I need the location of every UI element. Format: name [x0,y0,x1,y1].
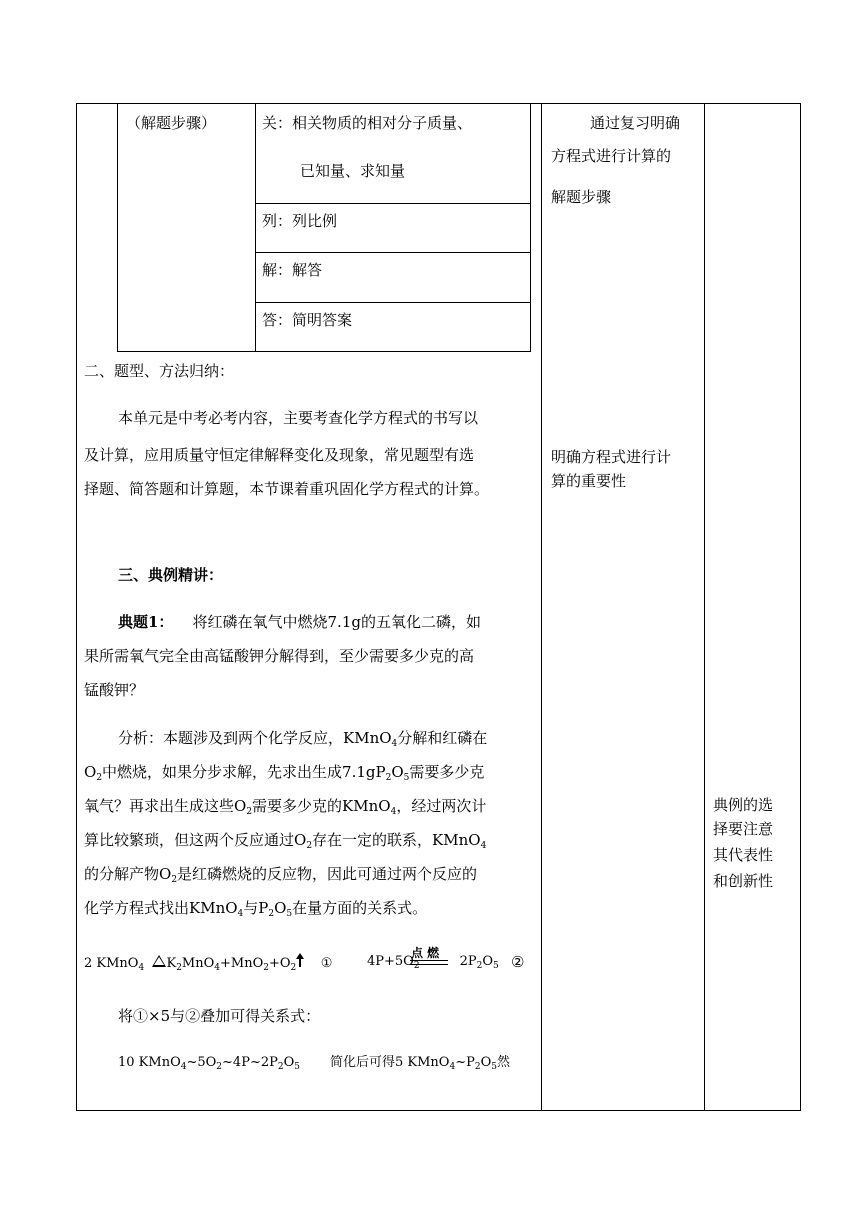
example-text: 将红磷在氧气中燃烧7.1g的五氧化二磷，如 [192,613,481,631]
inner-table-mid [255,103,256,352]
paragraph-line: 及计算，应用质量守恒定律解释变化及现象，常见题型有选 [84,446,475,464]
note-line: 典例的选 [713,796,774,814]
table-left-border [76,103,77,1111]
note-line: 方程式进行计算的 [551,147,672,165]
relation-line: 简化后可得5 $KMnO_4\sim P_2O_5$然 [330,1055,510,1072]
analysis-line: 化学方程式找出KMnO$_4$与$P_2O_5$在量方面的关系式。 [84,899,428,919]
example-line: 锰酸钾？ [84,681,145,699]
gas-arrow-icon [296,955,304,967]
analysis-line: 分析：本题涉及到两个化学反应，KMnO$_4$分解和红磷在 [118,729,488,749]
analysis-line: 的分解产物$O_2$是红磷燃烧的反应物，因此可通过两个反应的 [84,865,478,885]
note-line: 算的重要性 [551,472,627,490]
steps-label: （解题步骤） [126,114,217,132]
inner-table-right [530,103,531,352]
example-line: 果所需氧气完全由高锰酸钾分解得到，至少需要多少克的高 [84,647,475,665]
equation-number: ② [511,953,525,971]
step-row: 关：相关物质的相对分子质量、 [262,114,473,132]
reaction-condition: 点 燃 [411,946,440,960]
col-divider-2 [541,103,542,1111]
paragraph-line: 择题、简答题和计算题，本节课着重巩固化学方程式的计算。 [84,480,490,498]
equation-number: ① [320,956,333,971]
table-top-border [76,103,801,104]
analysis-line: 算比较繁琐，但这两个反应通过$O_2$存在一定的联系，KMnO$_4$ [84,831,487,851]
equation-1: 2 KMnO$_4$ $K_2MnO_4+MnO_2+O_2$ ① [84,956,333,973]
heat-triangle-icon [152,955,166,967]
equals-double-line [410,960,448,965]
paragraph-line: 本单元是中考必考内容，主要考查化学方程式的书写以 [118,409,479,427]
inner-row-divider [255,252,531,253]
step-row: 已知量、求知量 [300,162,406,180]
example-label: 典题1： [118,613,174,631]
analysis-line: 氧气？再求出生成这些$O_2$需要多少克的KMnO$_4$，经过两次计 [84,797,487,817]
combine-line: 将①×5与②叠加可得关系式： [118,1007,321,1025]
equation-2: $4P+5O_2$ $2P_2O_5$ [367,954,499,971]
analysis-line: $O_2$中燃烧，如果分步求解，先求出生成$7.1gP_2O_5$需要多少克 [84,763,485,783]
step-row: 答：简明答案 [262,311,353,329]
note-line: 其代表性 [713,846,774,864]
inner-row-divider [255,203,531,204]
example-line [118,615,481,630]
step-row: 列：列比例 [262,212,338,230]
note-line: 择要注意 [713,820,774,838]
note-line: 解题步骤 [551,188,612,206]
table-right-border [800,103,801,1111]
table-bottom-border [76,1110,801,1111]
note-line: 通过复习明确 [590,114,681,132]
inner-row-divider [255,302,531,303]
inner-table-bottom [117,351,531,352]
relation-line: 10 $KMnO_4\sim 5O_2\sim 4P\sim 2P_2O_5$ [118,1055,300,1072]
section-heading: 二、题型、方法归纳： [84,362,235,380]
col-divider-3 [704,103,705,1111]
note-line: 和创新性 [713,872,774,890]
section-heading: 三、典例精讲： [118,566,224,584]
step-row: 解：解答 [262,261,323,279]
inner-table-left [117,103,118,352]
note-line: 明确方程式进行计 [551,448,672,466]
